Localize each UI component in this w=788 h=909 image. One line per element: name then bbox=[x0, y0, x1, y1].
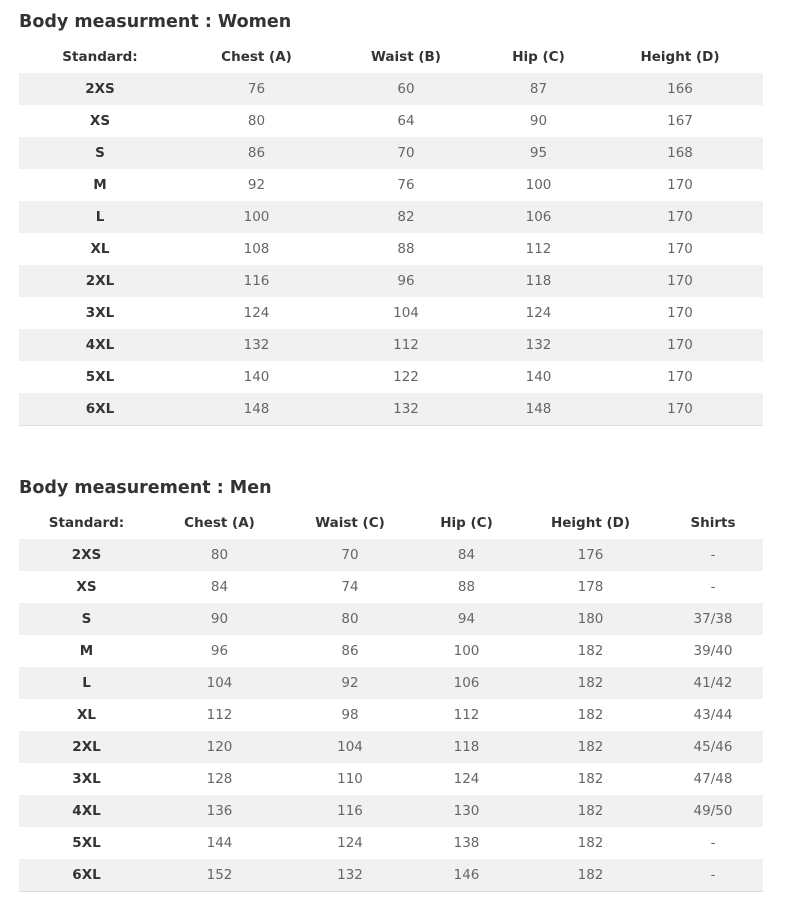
measurement-cell: 167 bbox=[667, 113, 693, 129]
size-label-cell: L bbox=[95, 209, 105, 225]
table-row bbox=[19, 137, 763, 169]
measurement-cell: 166 bbox=[667, 81, 693, 97]
measurement-cell: 168 bbox=[667, 145, 693, 161]
measurement-cell: 94 bbox=[457, 611, 476, 627]
measurement-cell: 182 bbox=[577, 675, 604, 691]
table-row bbox=[19, 169, 763, 201]
table-row bbox=[19, 73, 763, 105]
measurement-cell: 180 bbox=[577, 611, 604, 627]
measurement-cell: 122 bbox=[393, 369, 419, 385]
measurement-cell: 70 bbox=[397, 145, 415, 161]
men-header-cell: Standard: bbox=[48, 515, 125, 531]
measurement-cell: 106 bbox=[453, 675, 480, 691]
size-label-cell: 3XL bbox=[72, 771, 101, 787]
measurement-cell: 112 bbox=[453, 707, 480, 723]
measurement-cell: 112 bbox=[393, 337, 419, 353]
measurement-cell: 140 bbox=[243, 369, 270, 385]
measurement-cell: 104 bbox=[337, 739, 363, 755]
size-label-cell: 6XL bbox=[72, 867, 101, 883]
measurement-cell: - bbox=[710, 579, 716, 595]
size-label-cell: M bbox=[79, 643, 94, 659]
measurement-cell: 76 bbox=[247, 81, 266, 97]
measurement-cell: 64 bbox=[397, 113, 415, 129]
measurement-cell: 96 bbox=[210, 643, 229, 659]
measurement-cell: 90 bbox=[210, 611, 229, 627]
table-row bbox=[19, 233, 763, 265]
measurement-cell: 88 bbox=[457, 579, 476, 595]
measurement-cell: 182 bbox=[577, 739, 604, 755]
measurement-cell: 37/38 bbox=[693, 611, 733, 627]
measurement-cell: 43/44 bbox=[693, 707, 733, 723]
measurement-cell: 118 bbox=[453, 739, 480, 755]
measurement-cell: 140 bbox=[525, 369, 552, 385]
measurement-cell: 39/40 bbox=[693, 643, 733, 659]
measurement-cell: 108 bbox=[243, 241, 270, 257]
measurement-cell: 136 bbox=[206, 803, 233, 819]
measurement-cell: 84 bbox=[210, 579, 229, 595]
measurement-cell: 132 bbox=[243, 337, 270, 353]
measurement-cell: 132 bbox=[337, 867, 363, 883]
table-row bbox=[19, 361, 763, 393]
women-header-cell: Height (D) bbox=[640, 49, 720, 65]
size-label-cell: 3XL bbox=[85, 305, 115, 321]
men-section-title: Body measurement : Men bbox=[19, 478, 272, 498]
men-header-row bbox=[19, 507, 763, 539]
size-label-cell: 5XL bbox=[72, 835, 101, 851]
men-header-cell: Waist (C) bbox=[315, 515, 385, 531]
measurement-cell: 170 bbox=[667, 273, 693, 289]
measurement-cell: 41/42 bbox=[693, 675, 733, 691]
table-row bbox=[19, 603, 763, 635]
measurement-cell: 170 bbox=[667, 337, 693, 353]
measurement-cell: 90 bbox=[529, 113, 548, 129]
measurement-cell: 146 bbox=[453, 867, 480, 883]
size-label-cell: 2XS bbox=[85, 81, 115, 97]
measurement-cell: 182 bbox=[577, 835, 604, 851]
measurement-cell: 95 bbox=[529, 145, 548, 161]
measurement-cell: 86 bbox=[341, 643, 359, 659]
measurement-cell: 128 bbox=[206, 771, 233, 787]
table-row bbox=[19, 201, 763, 233]
measurement-cell: 124 bbox=[453, 771, 480, 787]
measurement-cell: 170 bbox=[667, 241, 693, 257]
measurement-cell: 178 bbox=[577, 579, 604, 595]
measurement-cell: - bbox=[710, 835, 716, 851]
measurement-cell: 132 bbox=[525, 337, 552, 353]
measurement-cell: 100 bbox=[525, 177, 552, 193]
women-header-cell: Standard: bbox=[62, 49, 138, 65]
measurement-cell: 130 bbox=[453, 803, 480, 819]
measurement-cell: 124 bbox=[525, 305, 552, 321]
measurement-cell: 104 bbox=[393, 305, 419, 321]
table-row bbox=[19, 393, 763, 426]
table-row bbox=[19, 699, 763, 731]
measurement-cell: 92 bbox=[341, 675, 359, 691]
men-size-table bbox=[19, 507, 763, 892]
table-row bbox=[19, 795, 763, 827]
size-label-cell: 6XL bbox=[85, 401, 115, 417]
measurement-cell: 182 bbox=[577, 707, 604, 723]
measurement-cell: 170 bbox=[667, 369, 693, 385]
women-size-section bbox=[19, 8, 763, 426]
table-row bbox=[19, 265, 763, 297]
size-label-cell: 5XL bbox=[85, 369, 115, 385]
table-row bbox=[19, 763, 763, 795]
measurement-cell: 112 bbox=[525, 241, 552, 257]
women-header-cell: Chest (A) bbox=[221, 49, 292, 65]
measurement-cell: 60 bbox=[397, 81, 415, 97]
measurement-cell: 138 bbox=[453, 835, 480, 851]
women-section-title: Body measurment : Women bbox=[19, 12, 292, 32]
table-row bbox=[19, 859, 763, 892]
measurement-cell: - bbox=[710, 867, 716, 883]
men-header-cell: Chest (A) bbox=[184, 515, 255, 531]
measurement-cell: 116 bbox=[243, 273, 270, 289]
size-label-cell: 4XL bbox=[85, 337, 115, 353]
measurement-cell: - bbox=[710, 547, 716, 563]
measurement-cell: 47/48 bbox=[693, 771, 733, 787]
measurement-cell: 104 bbox=[206, 675, 233, 691]
table-row bbox=[19, 731, 763, 763]
men-header-cell: Height (D) bbox=[550, 515, 631, 531]
women-header-cell: Hip (C) bbox=[512, 49, 565, 65]
table-row bbox=[19, 827, 763, 859]
measurement-cell: 80 bbox=[247, 113, 266, 129]
size-label-cell: M bbox=[93, 177, 107, 193]
measurement-cell: 182 bbox=[577, 867, 604, 883]
measurement-cell: 176 bbox=[577, 547, 604, 563]
measurement-cell: 182 bbox=[577, 643, 604, 659]
measurement-cell: 87 bbox=[529, 81, 548, 97]
size-label-cell: 2XL bbox=[85, 273, 115, 289]
measurement-cell: 148 bbox=[525, 401, 552, 417]
women-header-cell: Waist (B) bbox=[371, 49, 441, 65]
measurement-cell: 106 bbox=[525, 209, 552, 225]
measurement-cell: 70 bbox=[341, 547, 359, 563]
men-size-section bbox=[19, 474, 763, 892]
size-label-cell: S bbox=[81, 611, 92, 627]
size-label-cell: S bbox=[95, 145, 105, 161]
measurement-cell: 182 bbox=[577, 803, 604, 819]
women-size-table bbox=[19, 41, 763, 426]
measurement-cell: 170 bbox=[667, 177, 693, 193]
measurement-cell: 74 bbox=[341, 579, 359, 595]
measurement-cell: 84 bbox=[457, 547, 476, 563]
measurement-cell: 45/46 bbox=[693, 739, 733, 755]
measurement-cell: 76 bbox=[397, 177, 415, 193]
measurement-cell: 148 bbox=[243, 401, 270, 417]
measurement-cell: 182 bbox=[577, 771, 604, 787]
table-row bbox=[19, 329, 763, 361]
measurement-cell: 124 bbox=[243, 305, 270, 321]
measurement-cell: 98 bbox=[341, 707, 359, 723]
measurement-cell: 96 bbox=[397, 273, 415, 289]
measurement-cell: 82 bbox=[397, 209, 415, 225]
measurement-cell: 144 bbox=[206, 835, 233, 851]
measurement-cell: 86 bbox=[247, 145, 266, 161]
measurement-cell: 88 bbox=[397, 241, 415, 257]
size-label-cell: XS bbox=[76, 579, 97, 595]
men-header-cell: Hip (C) bbox=[440, 515, 493, 531]
table-row bbox=[19, 539, 763, 571]
measurement-cell: 80 bbox=[210, 547, 229, 563]
table-row bbox=[19, 105, 763, 137]
men-header-cell: Shirts bbox=[690, 515, 736, 531]
measurement-cell: 49/50 bbox=[693, 803, 733, 819]
size-label-cell: L bbox=[82, 675, 91, 691]
measurement-cell: 92 bbox=[247, 177, 266, 193]
size-label-cell: XS bbox=[89, 113, 111, 129]
size-label-cell: XL bbox=[76, 707, 96, 723]
table-row bbox=[19, 571, 763, 603]
table-row bbox=[19, 297, 763, 329]
measurement-cell: 80 bbox=[341, 611, 359, 627]
measurement-cell: 170 bbox=[667, 209, 693, 225]
measurement-cell: 100 bbox=[243, 209, 270, 225]
size-label-cell: 2XS bbox=[71, 547, 102, 563]
measurement-cell: 118 bbox=[525, 273, 552, 289]
measurement-cell: 124 bbox=[337, 835, 363, 851]
table-row bbox=[19, 635, 763, 667]
table-row bbox=[19, 667, 763, 699]
measurement-cell: 170 bbox=[667, 305, 693, 321]
size-label-cell: 2XL bbox=[72, 739, 101, 755]
women-header-row bbox=[19, 41, 763, 73]
measurement-cell: 116 bbox=[337, 803, 363, 819]
measurement-cell: 112 bbox=[206, 707, 233, 723]
measurement-cell: 100 bbox=[453, 643, 480, 659]
size-label-cell: 4XL bbox=[72, 803, 101, 819]
size-label-cell: XL bbox=[90, 241, 110, 257]
measurement-cell: 110 bbox=[337, 771, 363, 787]
measurement-cell: 170 bbox=[667, 401, 693, 417]
measurement-cell: 120 bbox=[206, 739, 233, 755]
measurement-cell: 152 bbox=[206, 867, 233, 883]
measurement-cell: 132 bbox=[393, 401, 419, 417]
